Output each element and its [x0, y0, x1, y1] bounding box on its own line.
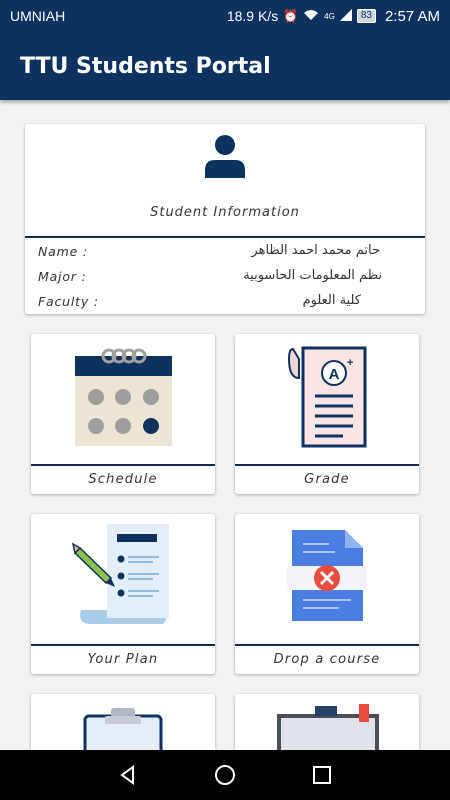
grade-tile[interactable] — [235, 334, 419, 494]
info-label-name: Name : — [38, 244, 88, 259]
app-title: TTU Students Portal — [20, 53, 271, 79]
back-button[interactable] — [115, 762, 141, 788]
back-icon — [118, 765, 138, 785]
home-icon — [214, 764, 236, 786]
recents-icon — [313, 766, 331, 784]
plan-checklist-icon — [31, 514, 215, 644]
tile-divider — [235, 464, 419, 466]
grade-document-icon — [235, 334, 419, 464]
student-info-header — [25, 124, 425, 238]
wifi-icon — [303, 9, 319, 24]
svg-text:+: + — [347, 357, 354, 369]
info-value-major: نظم المعلومات الحاسوبية — [243, 268, 382, 283]
clipboard-icon — [31, 694, 215, 750]
app-bar — [0, 32, 450, 100]
status-indicators — [227, 8, 440, 25]
recents-button[interactable] — [309, 762, 335, 788]
info-row-faculty — [25, 288, 425, 313]
main-content[interactable] — [0, 100, 450, 750]
grade-label: Grade — [304, 472, 350, 487]
signal-icon — [340, 9, 352, 24]
battery-icon: 83 — [357, 9, 376, 23]
status-bar — [0, 0, 450, 32]
drop-course-label: Drop a course — [273, 652, 381, 667]
student-info-card[interactable] — [25, 124, 425, 314]
clock: 2:57 AM — [384, 7, 440, 25]
network-speed: 18.9 K/s — [226, 8, 279, 24]
student-info-title: Student Information — [150, 205, 300, 220]
carrier-label: UMNIAH — [10, 8, 66, 24]
tile-divider — [235, 644, 419, 646]
tile-divider — [31, 464, 215, 466]
drop-document-icon — [235, 514, 419, 644]
info-row-name — [25, 238, 425, 263]
info-value-faculty: كلية العلوم — [302, 293, 361, 308]
alarm-icon: ⏰ — [283, 9, 299, 23]
info-label-major: Major : — [38, 269, 87, 284]
board-icon — [235, 694, 419, 750]
board-tile[interactable] — [235, 694, 419, 750]
clipboard-tile[interactable] — [31, 694, 215, 750]
info-row-major — [25, 263, 425, 288]
your-plan-label: Your Plan — [87, 652, 159, 667]
drop-course-tile[interactable] — [235, 514, 419, 674]
info-label-faculty: Faculty : — [38, 294, 99, 309]
network-type: 4G — [324, 11, 335, 21]
schedule-tile[interactable] — [31, 334, 215, 494]
schedule-label: Schedule — [88, 472, 158, 487]
info-value-name: حاتم محمد احمد الظاهر — [251, 243, 380, 258]
navigation-bar — [0, 750, 450, 800]
svg-text:A: A — [328, 366, 340, 383]
your-plan-tile[interactable] — [31, 514, 215, 674]
calendar-icon — [31, 334, 215, 464]
person-icon — [203, 134, 247, 178]
home-button[interactable] — [212, 762, 238, 788]
tile-divider — [31, 644, 215, 646]
